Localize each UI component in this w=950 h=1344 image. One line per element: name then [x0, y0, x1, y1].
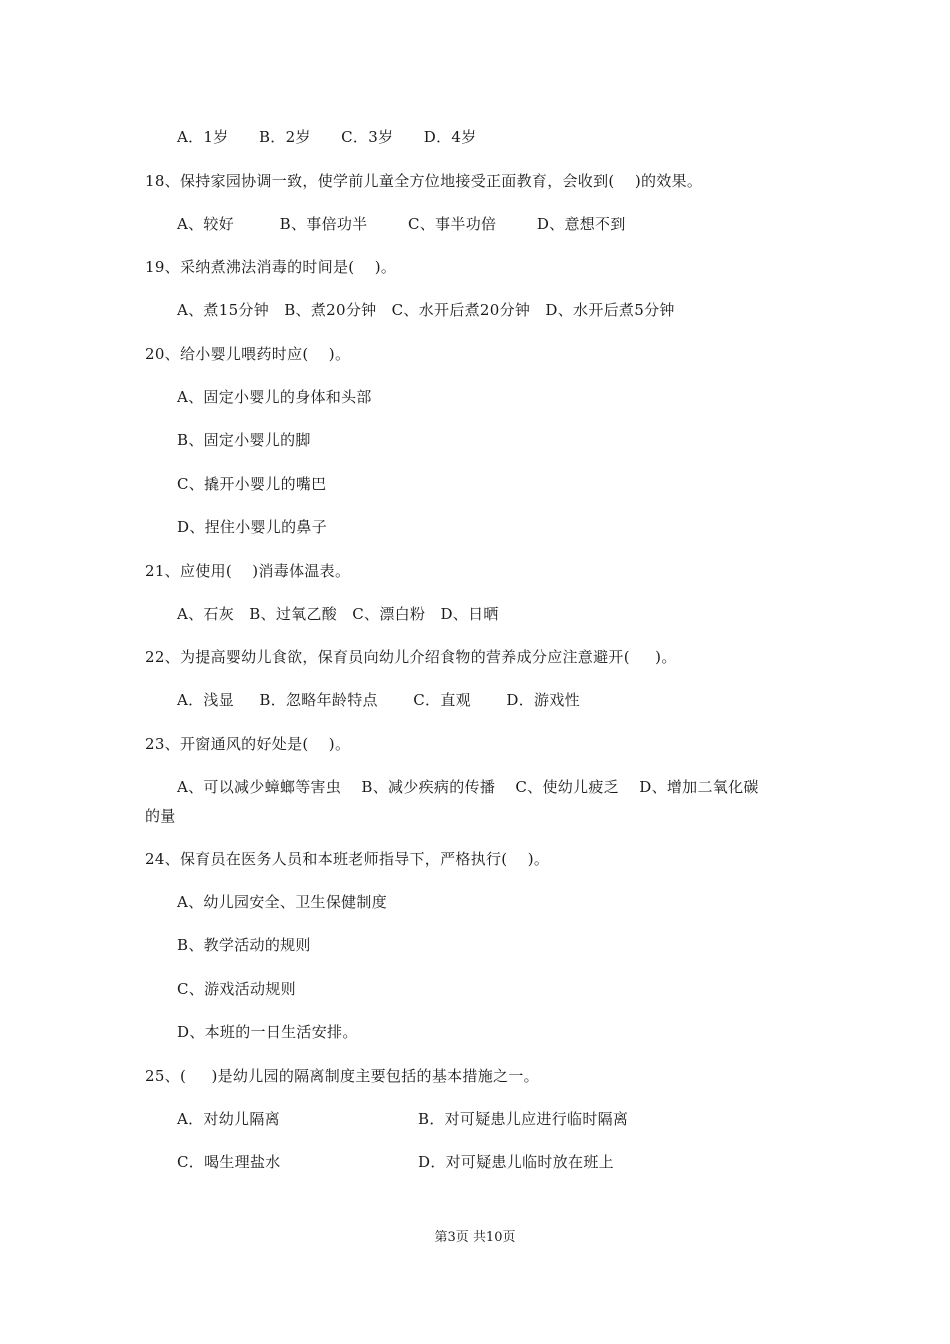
- q20-option-c: C、撬开小婴儿的嘴巴: [177, 475, 327, 493]
- q23-question: 23、开窗通风的好处是( )。: [145, 735, 351, 753]
- q25-option-c: C．喝生理盐水: [177, 1153, 281, 1171]
- q20-option-d: D、捏住小婴儿的鼻子: [177, 518, 328, 536]
- q21-question: 21、应使用( )消毒体温表。: [145, 562, 351, 580]
- q21-options: A、石灰 B、过氧乙酸 C、漂白粉 D、日晒: [177, 605, 499, 623]
- q19-question: 19、采纳煮沸法消毒的时间是( )。: [145, 258, 397, 276]
- q23-options: A、可以减少蟑螂等害虫 B、减少疾病的传播 C、使幼儿疲乏 D、增加二氧化碳: [177, 778, 759, 796]
- q24-option-a: A、幼儿园安全、卫生保健制度: [177, 893, 388, 911]
- q22-options: A．浅显 B．忽略年龄特点 C．直观 D．游戏性: [177, 691, 580, 709]
- q23-options-continuation: 的量: [145, 807, 176, 825]
- q20-question: 20、给小婴儿喂药时应( )。: [145, 345, 351, 363]
- q20-option-b: B、固定小婴儿的脚: [177, 431, 311, 449]
- q20-option-a: A、固定小婴儿的身体和头部: [177, 388, 372, 406]
- q25-question: 25、( )是幼儿园的隔离制度主要包括的基本措施之一。: [145, 1067, 539, 1085]
- q24-question: 24、保育员在医务人员和本班老师指导下，严格执行( )。: [145, 850, 550, 868]
- q25-option-a: A．对幼儿隔离: [177, 1110, 280, 1128]
- q25-option-d: D．对可疑患儿临时放在班上: [418, 1153, 614, 1171]
- q22-question: 22、为提高婴幼儿食欲，保育员向幼儿介绍食物的营养成分应注意避开( )。: [145, 648, 677, 666]
- q18-options: A、较好 B、事倍功半 C、事半功倍 D、意想不到: [177, 215, 626, 233]
- page-number: 第3页 共10页: [434, 1230, 516, 1245]
- q17-options: A．1岁 B．2岁 C．3岁 D．4岁: [177, 128, 477, 146]
- q24-option-b: B、教学活动的规则: [177, 936, 311, 954]
- q25-option-b: B．对可疑患儿应进行临时隔离: [418, 1110, 629, 1128]
- q24-option-d: D、本班的一日生活安排。: [177, 1023, 358, 1041]
- q24-option-c: C、游戏活动规则: [177, 980, 296, 998]
- q18-question: 18、保持家园协调一致，使学前儿童全方位地接受正面教育，会收到( )的效果。: [145, 172, 703, 190]
- q19-options: A、煮15分钟 B、煮20分钟 C、水开后煮20分钟 D、水开后煮5分钟: [177, 301, 675, 319]
